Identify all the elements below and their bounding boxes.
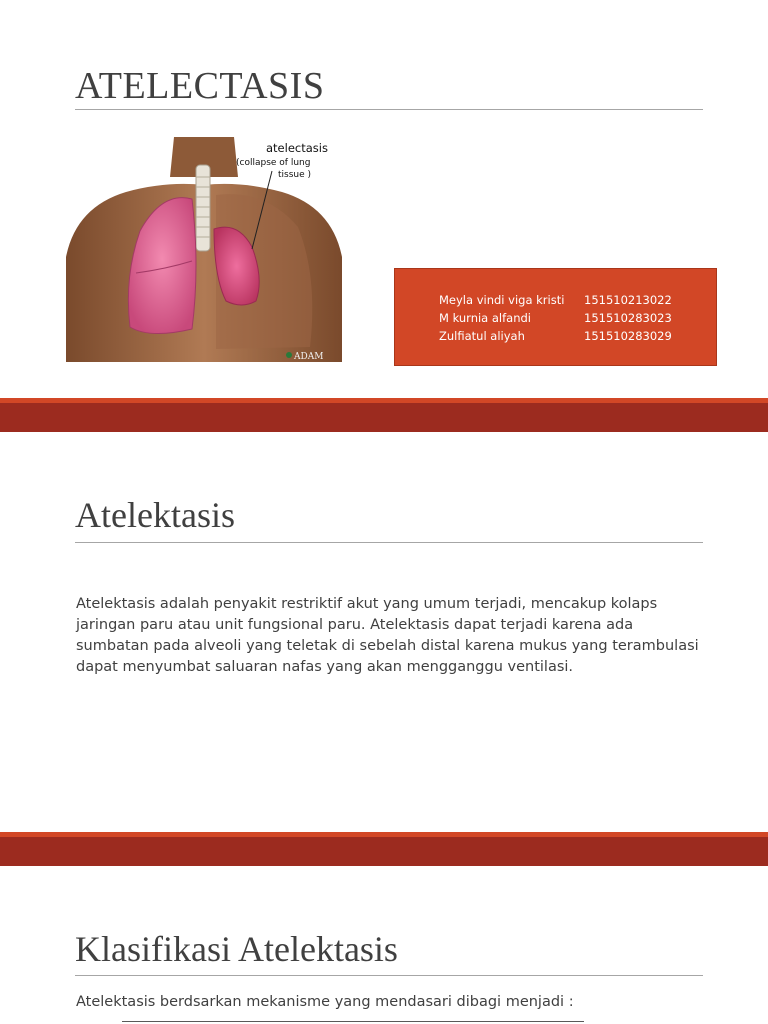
members-table bbox=[439, 291, 672, 345]
members-box bbox=[394, 268, 717, 366]
slide-1-title: ATELECTASIS bbox=[75, 65, 325, 107]
slide-2 bbox=[0, 432, 768, 832]
brand-logo: ADAM bbox=[294, 352, 324, 362]
member-id: 151510283029 bbox=[584, 329, 672, 343]
label-atelectasis: atelectasis bbox=[266, 141, 328, 155]
slide-1 bbox=[0, 0, 768, 398]
adam-logo-icon bbox=[286, 352, 292, 358]
slide-divider bbox=[0, 832, 768, 866]
label-collapse-line1: (collapse of lung bbox=[236, 158, 311, 168]
slide-divider bbox=[0, 398, 768, 432]
table-row bbox=[439, 309, 672, 327]
member-id: 151510283023 bbox=[584, 311, 672, 325]
member-id: 151510213022 bbox=[584, 293, 672, 307]
trachea bbox=[196, 165, 210, 251]
table-top-border bbox=[122, 1021, 584, 1022]
member-name: Zulfiatul aliyah bbox=[439, 329, 525, 343]
slide-3-title: Klasifikasi Atelektasis bbox=[75, 929, 398, 969]
table-row bbox=[439, 327, 672, 345]
title-underline bbox=[75, 109, 703, 110]
title-underline bbox=[75, 542, 703, 543]
label-collapse-line2: tissue ) bbox=[278, 170, 312, 180]
member-name: M kurnia alfandi bbox=[439, 311, 532, 325]
slide-2-body: Atelektasis adalah penyakit restriktif akut yang umum terjadi, mencakup kolaps jaringan paru atau unit fungsional paru. Atelektasis dapat terjadi karena ada sumbatan pada alveoli yang teletak di sebelah distal karena mukus yang terambulasi dapat menyumbat saluaran nafas yang akan mengganggu ventilasi. bbox=[76, 596, 699, 675]
title-underline bbox=[75, 975, 703, 976]
slide-3-body: Atelektasis berdsarkan mekanisme yang mendasari dibagi menjadi : bbox=[76, 994, 574, 1010]
slide-3 bbox=[0, 866, 768, 1024]
slide-2-title: Atelektasis bbox=[75, 495, 235, 535]
member-name: Meyla vindi viga kristi bbox=[439, 293, 565, 307]
lung-atelectasis-illustration bbox=[66, 137, 342, 362]
table-row bbox=[439, 291, 672, 309]
